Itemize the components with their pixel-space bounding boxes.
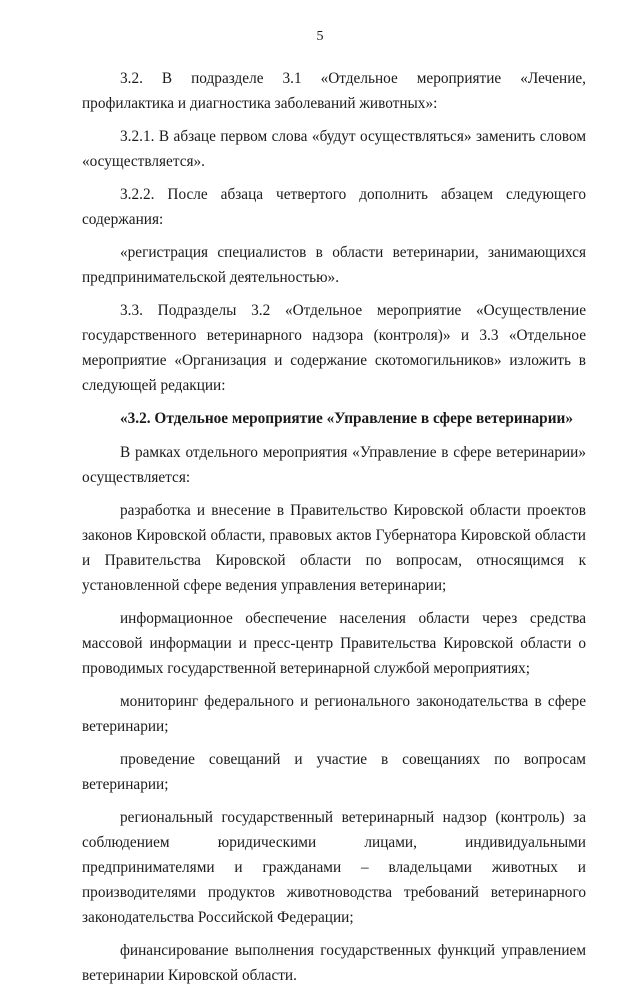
list-item: финансирование выполнения государственных функций управлением ветеринарии Кировской области. bbox=[82, 942, 586, 984]
paragraph-3-2: 3.2. В подразделе 3.1 «Отдельное мероприятие «Лечение, профилактика и диагностика заболеваний животных»: bbox=[82, 70, 586, 112]
page-number: 5 bbox=[316, 29, 324, 44]
paragraph-quote-registration: «регистрация специалистов в области ветеринарии, занимающихся предпринимательской деятельностью». bbox=[82, 244, 586, 286]
section-heading: «3.2. Отдельное мероприятие «Управление в сфере ветеринарии» bbox=[120, 410, 573, 427]
list-item: информационное обеспечение населения области через средства массовой информации и пресс-центр Правительства Кировской области о проводимых государственной ветеринарной службой мероприятиях; bbox=[82, 610, 586, 677]
paragraph-3-3: 3.3. Подразделы 3.2 «Отдельное мероприятие «Осуществление государственного ветеринарного надзора (контроля)» и 3.3 «Отдельное мероприятие «Организация и содержание скотомогильников» изложить в следующей редакции: bbox=[82, 302, 586, 394]
document-body bbox=[82, 66, 586, 996]
paragraph-3-2-2: 3.2.2. После абзаца четвертого дополнить абзацем следующего содержания: bbox=[82, 186, 586, 228]
paragraph-intro: В рамках отдельного мероприятия «Управление в сфере ветеринарии» осуществляется: bbox=[82, 444, 586, 486]
paragraph-3-2-1: 3.2.1. В абзаце первом слова «будут осуществляться» заменить словом «осуществляется». bbox=[82, 128, 586, 170]
list-item: проведение совещаний и участие в совещаниях по вопросам ветеринарии; bbox=[82, 751, 586, 793]
list-item: разработка и внесение в Правительство Кировской области проектов законов Кировской области, правовых актов Губернатора Кировской области и Правительства Кировской области по вопросам, относящимся к установленной сфере ведения управления ветеринарии; bbox=[82, 502, 586, 594]
list-item: региональный государственный ветеринарный надзор (контроль) за соблюдением юридическими лицами, индивидуальными предпринимателями и гражданами – владельцами животных и производителями продуктов животноводства требований ветеринарного законодательства Российской Федерации; bbox=[82, 809, 586, 926]
list-item: мониторинг федерального и регионального законодательства в сфере ветеринарии; bbox=[82, 693, 586, 735]
